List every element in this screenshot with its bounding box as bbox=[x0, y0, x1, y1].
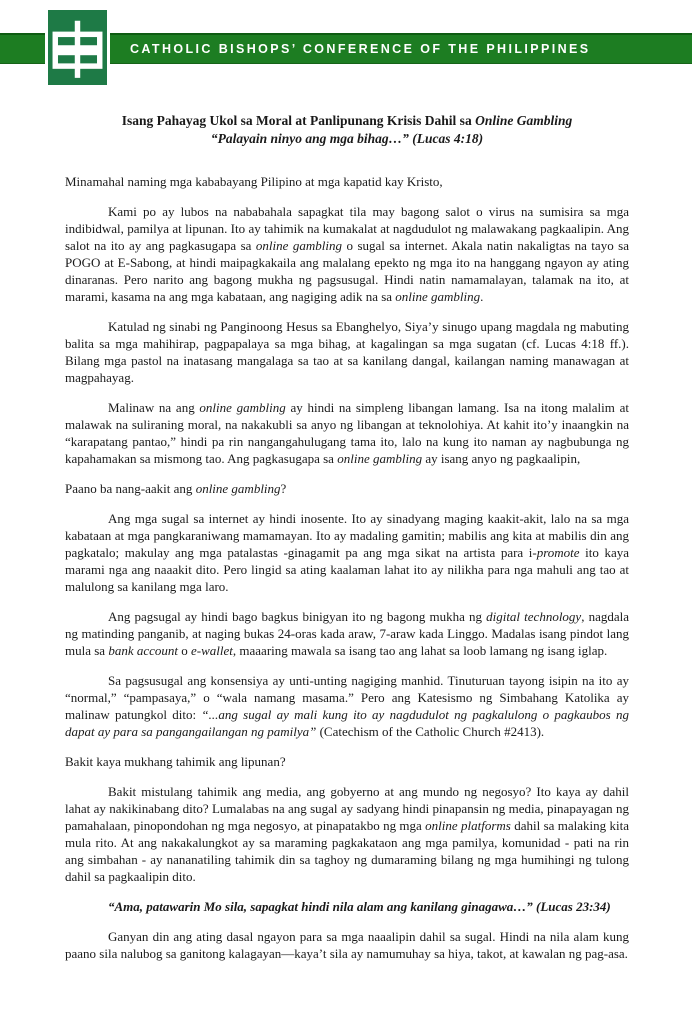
text-segment: online gambling bbox=[337, 451, 423, 466]
text-segment: Isang Pahayag Ukol sa Moral at Panlipunang Krisis Dahil sa bbox=[121, 113, 476, 128]
paragraph bbox=[65, 928, 629, 962]
text-segment: Bakit kaya mukhang tahimik ang lipunan? bbox=[65, 754, 286, 769]
text-segment: Ang pagsugal ay hindi bago bagkus binigyan ito ng bagong mukha ng bbox=[108, 609, 487, 624]
paragraph bbox=[65, 783, 629, 885]
text-segment: Kami po ay lubos na nababahala sapagkat tila may bagong salot o virus na sumisira sa mga indibidwal, pamilya at lipunan. Ito ay tahimik na kumakalat at nagdudulot ng malawakang pagkaalipin. Ang salot na ito ay ang pagkasugapa sa bbox=[65, 204, 629, 253]
text-segment: ito kaya marami nga ang naaakit dito. Pero lingid sa ating kaalaman lahat ito ay nilikha para nga mahuli ang tao at malulong sa kanilang mga laro. bbox=[65, 545, 629, 594]
paragraph bbox=[65, 672, 629, 740]
heading bbox=[65, 753, 629, 770]
text-segment: o bbox=[178, 643, 191, 658]
text-segment: dahil sa malaking kita mula rito. At ang nakakalungkot ay sa maraming pagkakataon ang mga pamilya, komunidad - pati na rin ang simbahan - ay nananatiling tahimik din sa taghoy ng dumaraming bilang ng mga humihingi ng tulong dahil sa pagkaalipin dito. bbox=[65, 818, 629, 884]
text-segment: online gambling bbox=[255, 238, 342, 253]
text-segment: ay hindi na simpleng libangan lamang. Isa na itong malalim at malawak na suliraning moral, na nakakubli sa anyo ng libangan at teknolohiya. At kahit ito’y inaangkin na “karapatang pantao,” hindi pa rin nangangahulugang tama ito, lalo na kung ito naman ay nagbubunga ng kapahamakan sa mismong tao. Ang pagkasugapa sa bbox=[65, 400, 629, 466]
text-segment: Online Gambling bbox=[475, 113, 573, 128]
text-segment: “...ang sugal ay mali kung ito ay nagdudulot ng pagkalulong o pagkaubos ng dapat ay para sa pangangailangan ng pamilya” bbox=[65, 707, 629, 739]
heading bbox=[65, 480, 629, 497]
text-segment: Minamahal naming mga kababayang Pilipino at mga kapatid kay Kristo, bbox=[65, 174, 443, 189]
paragraph bbox=[65, 399, 629, 467]
text-segment: digital technology bbox=[486, 609, 582, 624]
salutation bbox=[65, 173, 629, 190]
text-segment: . bbox=[480, 289, 484, 304]
text-segment: “Palayain ninyo ang mga bihag…” (Lucas 4:18) bbox=[210, 130, 484, 146]
text-segment: Sa pagsusugal ang konsensiya ay unti-unting nagiging manhid. Tinuturuan tayong isipin na ito ay “normal,” “pampasaya,” o “wala namang masama.” Pero ang Katesismo ng Simbahang Katolika ay malinaw patungkol dito: bbox=[65, 673, 629, 722]
text-segment: online gambling bbox=[395, 289, 481, 304]
text-segment: e-wallet bbox=[191, 643, 233, 658]
text-segment: Katulad ng sinabi ng Panginoong Hesus sa Ebanghelyo, Siya’y sinugo upang magdala ng mabuting balita sa mga mahihirap, pagpapalaya sa mga bihag, at kagalingan sa mga sugatan (cf. Lucas 4:18 ff.). Bilang mga pastol na inatasang mangalaga sa tao at sa kanilang dangal, kailangan naming manawagan at magpahayag. bbox=[65, 319, 629, 385]
paragraph bbox=[65, 203, 629, 305]
text-segment: online gambling bbox=[199, 400, 286, 415]
document-body bbox=[0, 64, 692, 962]
document-title bbox=[65, 112, 629, 147]
text-segment: , nagdala ng matinding panganib, at naging bukas 24-oras kada araw, 7-araw kada Linggo. Madalas isang pindot lang mula sa bbox=[65, 609, 630, 658]
text-segment: Ang mga sugal sa internet ay hindi inosente. Ito ay sinadyang maging kaakit-akit, lalo na sa mga kabataan at mga pangkaraniwang mamamayan. Ito ay madaling gamitin; mabilis ang kita at mabilis din ang pagkatalo; makulay ang mga patalastas -ginagamit pa ang mga sikat na artista para i- bbox=[65, 511, 629, 560]
paragraph bbox=[65, 608, 629, 659]
title-line bbox=[65, 130, 629, 148]
text-segment: , maaaring mawala sa isang tao ang lahat sa loob lamang ng isang iglap. bbox=[232, 643, 608, 658]
organization-name: CATHOLIC BISHOPS’ CONFERENCE OF THE PHILIPPINES bbox=[130, 42, 591, 56]
text-segment: bank account bbox=[108, 643, 178, 658]
text-segment: (Catechism of the Catholic Church #2413). bbox=[316, 724, 545, 739]
text-segment: online platforms bbox=[425, 818, 511, 833]
text-segment: Paano ba nang-aakit ang bbox=[65, 481, 196, 496]
text-segment: Ganyan din ang ating dasal ngayon para sa mga naaalipin dahil sa sugal. Hindi na nila alam kung paano sila nalubog sa ganitong kalagayan—kaya’t sila ay namumuhay sa hiya, takot, at kawalan ng pag-asa. bbox=[65, 929, 629, 961]
text-segment: “Ama, patawarin Mo sila, sapagkat hindi nila alam ang kanilang ginagawa…” (Lucas 23:34) bbox=[108, 899, 611, 914]
text-segment: ? bbox=[280, 481, 287, 496]
quote bbox=[65, 898, 629, 915]
paragraph bbox=[65, 318, 629, 386]
title-line bbox=[65, 112, 629, 130]
text-segment: ay isang anyo ng pagkaalipin, bbox=[422, 451, 581, 466]
text-segment: online gambling bbox=[195, 481, 281, 496]
text-segment: o sugal sa internet. Akala natin nakaligtas na tayo sa POGO at E-Sabong, at hindi maipagkakaila ang malalang epekto ng mga ito na hanggang ngayon ay ating dinaranas. Pero narito ang bagong mukha ng pagsusugal. Hindi natin namamalayan, talamak na ito, at marami, kasama na ang mga kabataan, ang nagiging adik na sa bbox=[65, 238, 630, 304]
text-segment: promote bbox=[536, 545, 580, 560]
text-segment: Bakit mistulang tahimik ang media, ang gobyerno at ang mundo ng negosyo? Ito kaya ay dahil lahat ay nakikinabang dito? Lumalabas na ang sugal ay sadyang hindi pinapansin ng media, pinapayagan ng pamahalaan, pinopondohan ng mga negosyo, at pinapatakbo ng mga bbox=[65, 784, 629, 833]
paragraph bbox=[65, 510, 629, 595]
text-segment: Malinaw na ang bbox=[108, 400, 200, 415]
